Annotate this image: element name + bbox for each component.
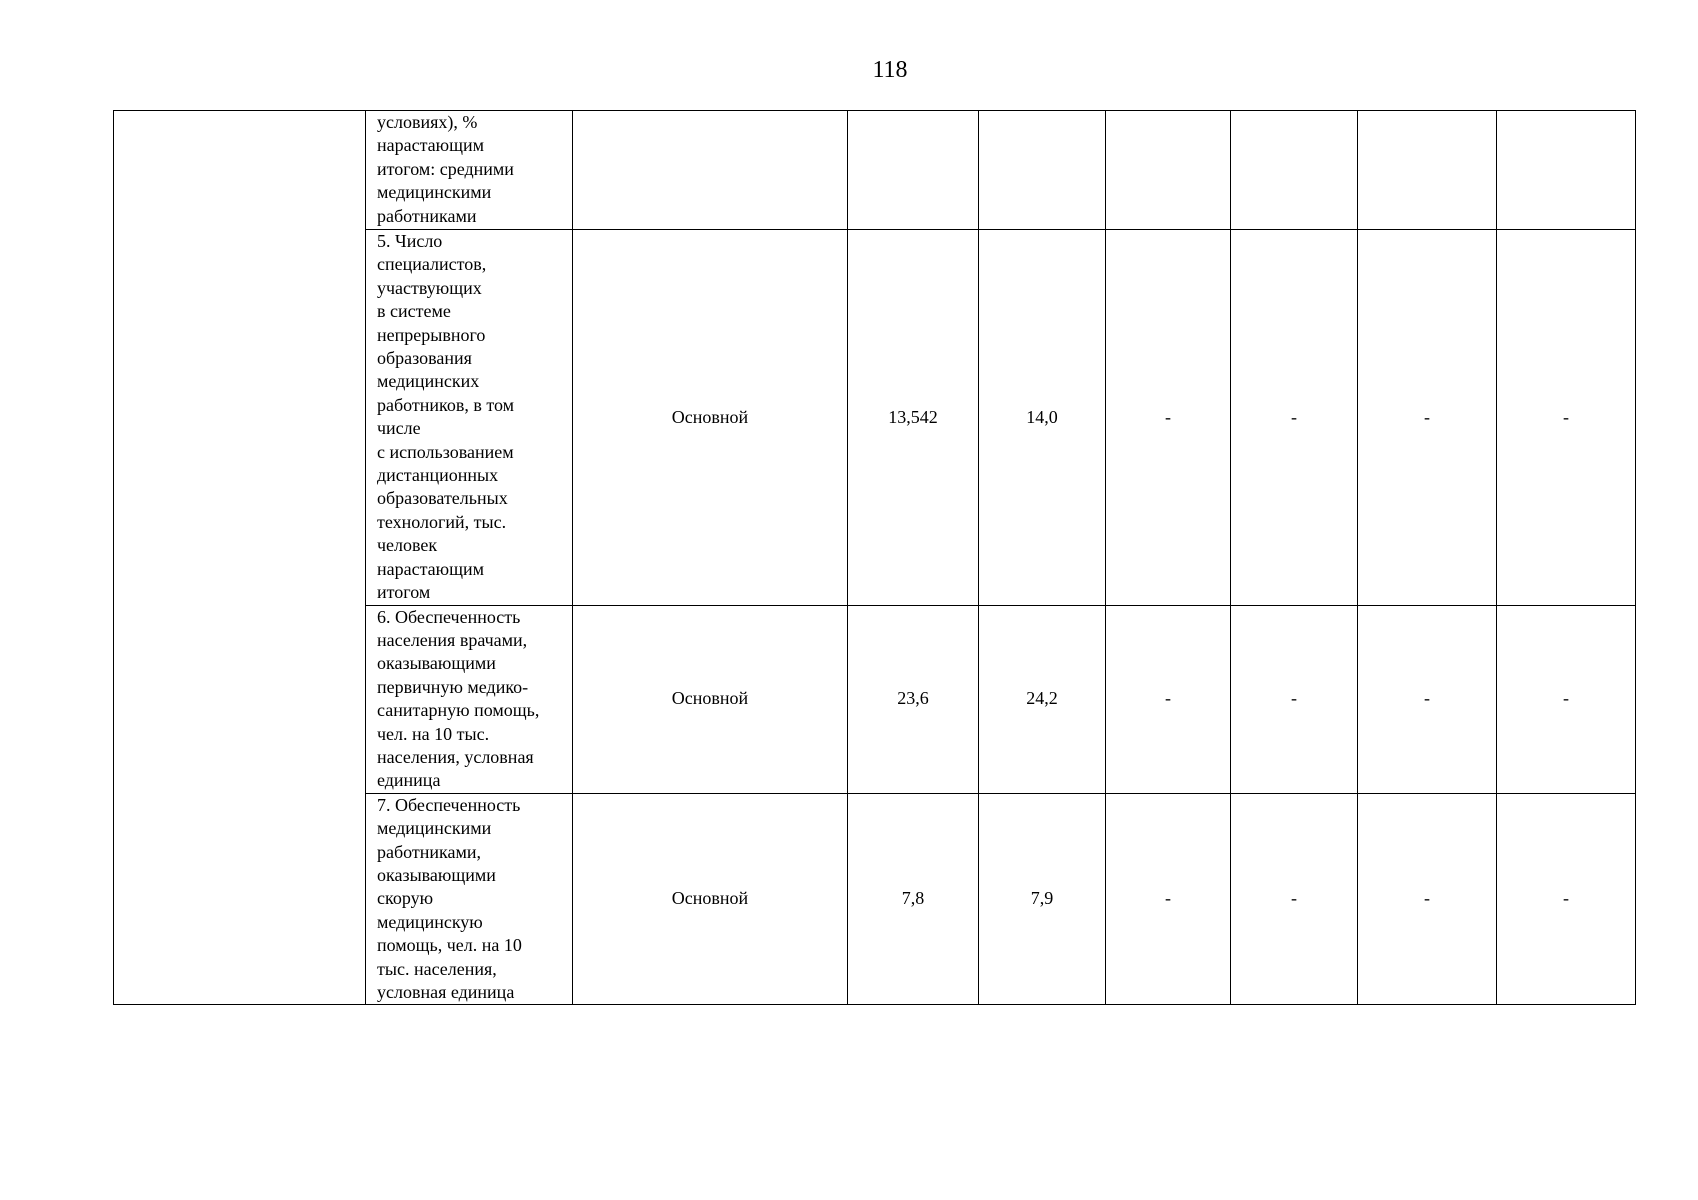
- value-cell: 7,8: [848, 793, 979, 1005]
- value-cell: 23,6: [848, 605, 979, 793]
- indicator-type-cell: Основной: [573, 605, 848, 793]
- value-cell: -: [1106, 605, 1231, 793]
- value-cell: -: [1497, 605, 1636, 793]
- value-cell: -: [1231, 793, 1358, 1005]
- value-cell: 24,2: [979, 605, 1106, 793]
- indicator-type-cell: Основной: [573, 230, 848, 606]
- value-cell: -: [1358, 605, 1497, 793]
- page-number: 118: [872, 57, 908, 83]
- indicator-cell: 6. Обеспеченность населения врачами, оказывающими первичную медико- санитарную помощь, чел. на 10 тыс. населения, условная единица: [366, 605, 573, 793]
- indicators-table: [113, 110, 1636, 1005]
- value-cell: 13,542: [848, 230, 979, 606]
- table-row: [114, 111, 1636, 230]
- value-cell: 7,9: [979, 793, 1106, 1005]
- value-cell: -: [1358, 793, 1497, 1005]
- value-cell: [848, 111, 979, 230]
- program-cell: [114, 111, 366, 1005]
- value-cell: [1497, 111, 1636, 230]
- indicator-type-cell: Основной: [573, 793, 848, 1005]
- value-cell: 14,0: [979, 230, 1106, 606]
- value-cell: -: [1497, 230, 1636, 606]
- indicator-type-cell: [573, 111, 848, 230]
- value-cell: [1358, 111, 1497, 230]
- indicator-cell: 7. Обеспеченность медицинскими работниками, оказывающими скорую медицинскую помощь, чел. на 10 тыс. населения, условная единица: [366, 793, 573, 1005]
- value-cell: -: [1106, 230, 1231, 606]
- indicator-cell: 5. Число специалистов, участвующих в системе непрерывного образования медицинских работников, в том числе с использованием дистанционных образовательных технологий, тыс. человек нарастающим итогом: [366, 230, 573, 606]
- indicator-cell: условиях), % нарастающим итогом: средними медицинскими работниками: [366, 111, 573, 230]
- value-cell: -: [1358, 230, 1497, 606]
- value-cell: -: [1497, 793, 1636, 1005]
- value-cell: -: [1231, 605, 1358, 793]
- value-cell: [1231, 111, 1358, 230]
- value-cell: [1106, 111, 1231, 230]
- value-cell: -: [1106, 793, 1231, 1005]
- value-cell: [979, 111, 1106, 230]
- value-cell: -: [1231, 230, 1358, 606]
